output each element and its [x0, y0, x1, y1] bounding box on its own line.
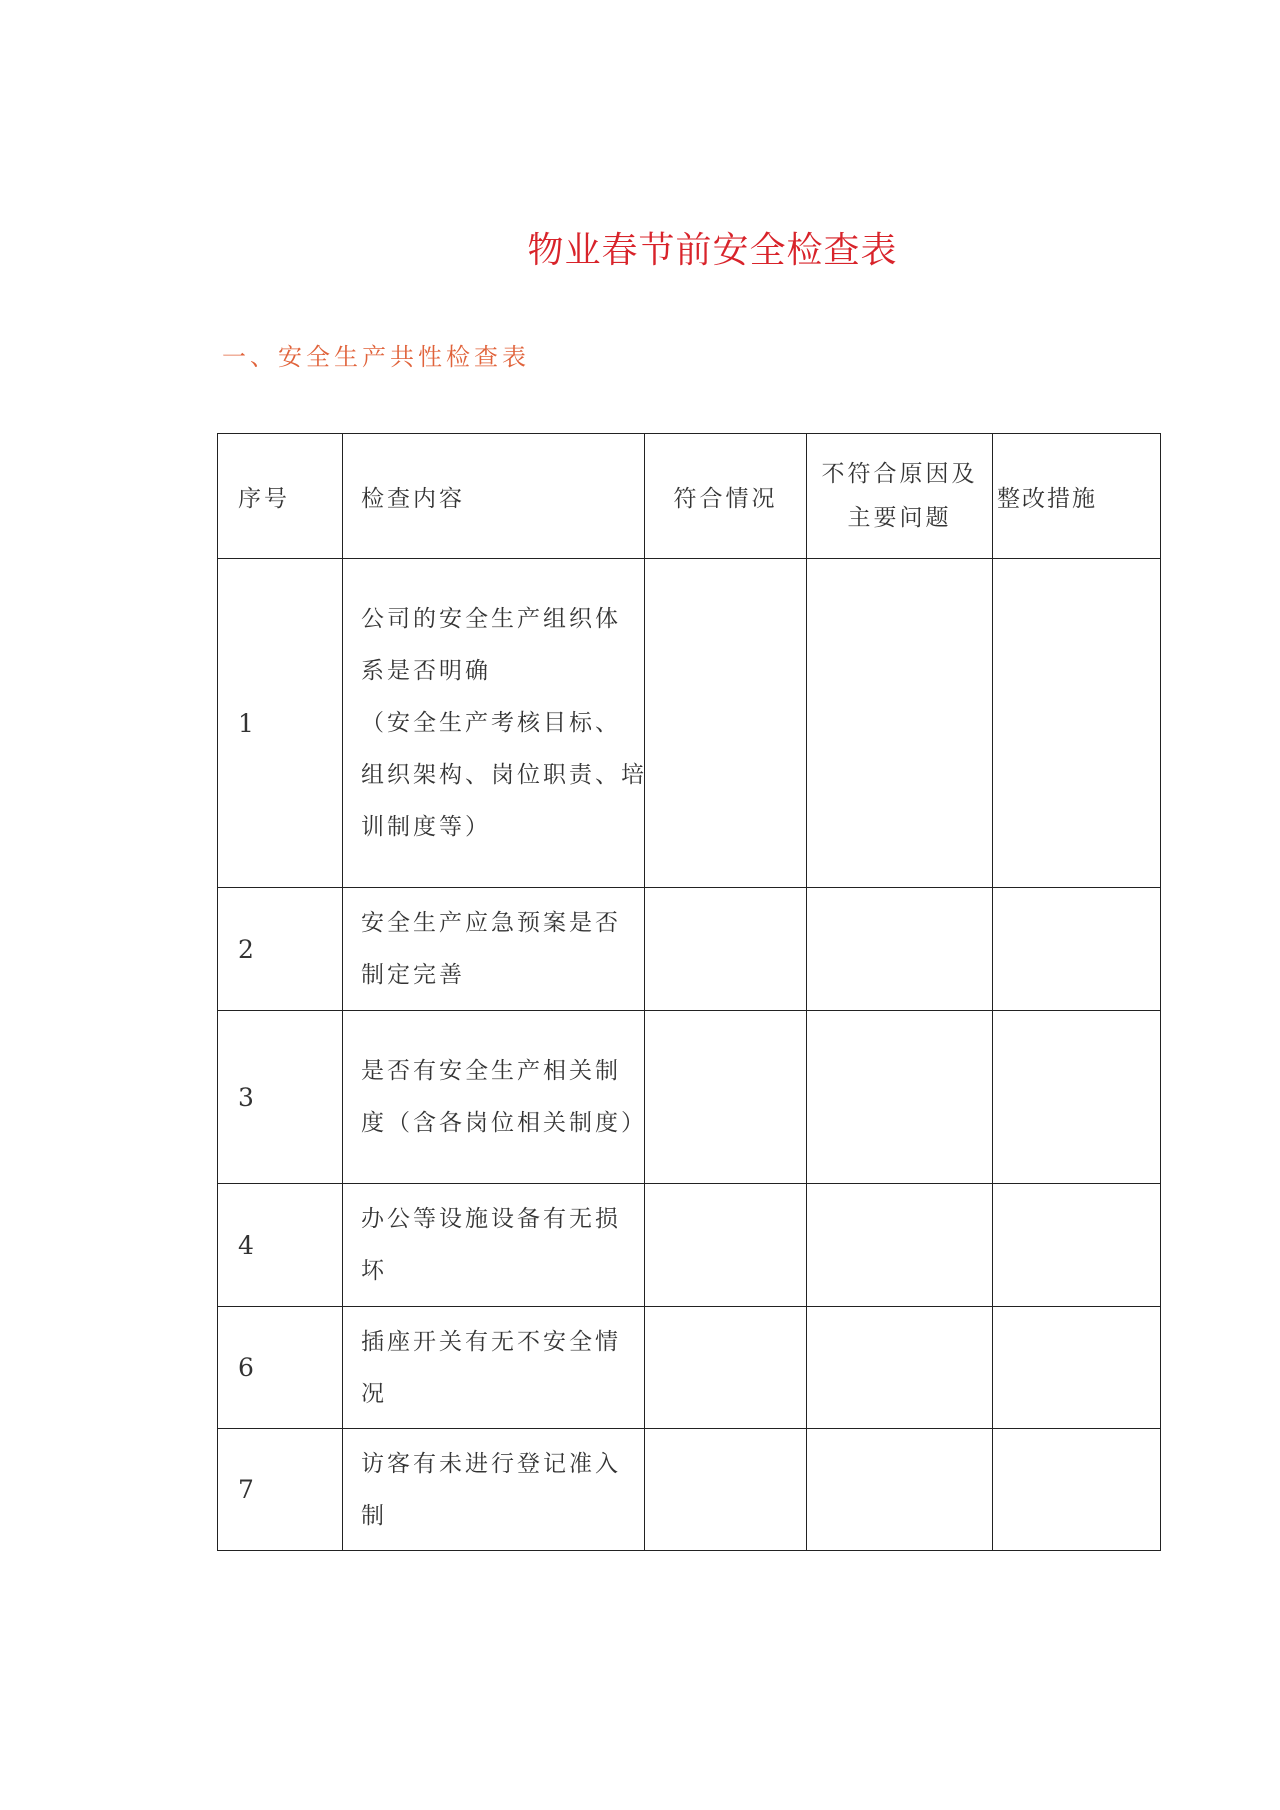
header-reason [807, 434, 993, 559]
header-reason-line2: 主要问题 [847, 505, 952, 531]
row-content [343, 1429, 645, 1551]
content-line: 是否有安全生产相关制 [361, 1058, 621, 1084]
content-line: 坏 [361, 1258, 387, 1284]
status-cell[interactable] [645, 1429, 807, 1551]
status-cell[interactable] [645, 1184, 807, 1307]
safety-checklist-table [217, 433, 1161, 1551]
content-line: 插座开关有无不安全情 [361, 1328, 621, 1355]
status-cell[interactable] [645, 1011, 807, 1184]
fix-cell[interactable] [993, 1429, 1161, 1551]
content-line: 组织架构、岗位职责、培 [361, 762, 647, 788]
row-content [343, 1184, 645, 1307]
reason-cell[interactable] [807, 1429, 993, 1551]
content-line: 访客有未进行登记准入 [361, 1450, 621, 1477]
content-line: 况 [361, 1380, 387, 1407]
fix-cell[interactable] [993, 1307, 1161, 1429]
row-content [343, 1011, 645, 1184]
table-row [218, 1307, 1161, 1429]
row-seq: 7 [218, 1429, 343, 1551]
header-seq: 序号 [218, 434, 343, 559]
row-content [343, 888, 645, 1011]
reason-cell[interactable] [807, 1184, 993, 1307]
row-seq: 2 [218, 888, 343, 1011]
row-seq: 6 [218, 1307, 343, 1429]
reason-cell[interactable] [807, 1011, 993, 1184]
header-status: 符合情况 [645, 434, 807, 559]
content-line: 办公等设施设备有无损 [361, 1206, 621, 1232]
reason-cell[interactable] [807, 559, 993, 888]
fix-cell[interactable] [993, 1184, 1161, 1307]
row-seq: 3 [218, 1011, 343, 1184]
fix-cell[interactable] [993, 1011, 1161, 1184]
row-content [343, 559, 645, 888]
table-row [218, 1184, 1161, 1307]
content-line: （安全生产考核目标、 [361, 710, 621, 736]
header-content: 检查内容 [343, 434, 645, 559]
fix-cell[interactable] [993, 888, 1161, 1011]
content-line: 训制度等） [361, 814, 491, 840]
content-line: 度（含各岗位相关制度） [361, 1110, 647, 1136]
table-header-row [218, 434, 1161, 559]
status-cell[interactable] [645, 559, 807, 888]
table-row [218, 1011, 1161, 1184]
reason-cell[interactable] [807, 1307, 993, 1429]
content-line: 制 [361, 1502, 387, 1529]
fix-cell[interactable] [993, 559, 1161, 888]
header-fix: 整改措施 [993, 434, 1161, 559]
row-seq: 4 [218, 1184, 343, 1307]
content-line: 系是否明确 [361, 658, 491, 684]
content-line: 制定完善 [361, 962, 465, 988]
status-cell[interactable] [645, 888, 807, 1011]
row-content [343, 1307, 645, 1429]
status-cell[interactable] [645, 1307, 807, 1429]
table-row [218, 888, 1161, 1011]
document-title: 物业春节前安全检查表 [527, 230, 898, 271]
section-heading: 一、安全生产共性检查表 [222, 343, 530, 371]
content-line: 公司的安全生产组织体 [361, 606, 621, 632]
header-reason-line1: 不符合原因及 [821, 461, 978, 487]
row-seq: 1 [218, 559, 343, 888]
table-row [218, 559, 1161, 888]
table-row [218, 1429, 1161, 1551]
reason-cell[interactable] [807, 888, 993, 1011]
content-line: 安全生产应急预案是否 [361, 910, 621, 936]
